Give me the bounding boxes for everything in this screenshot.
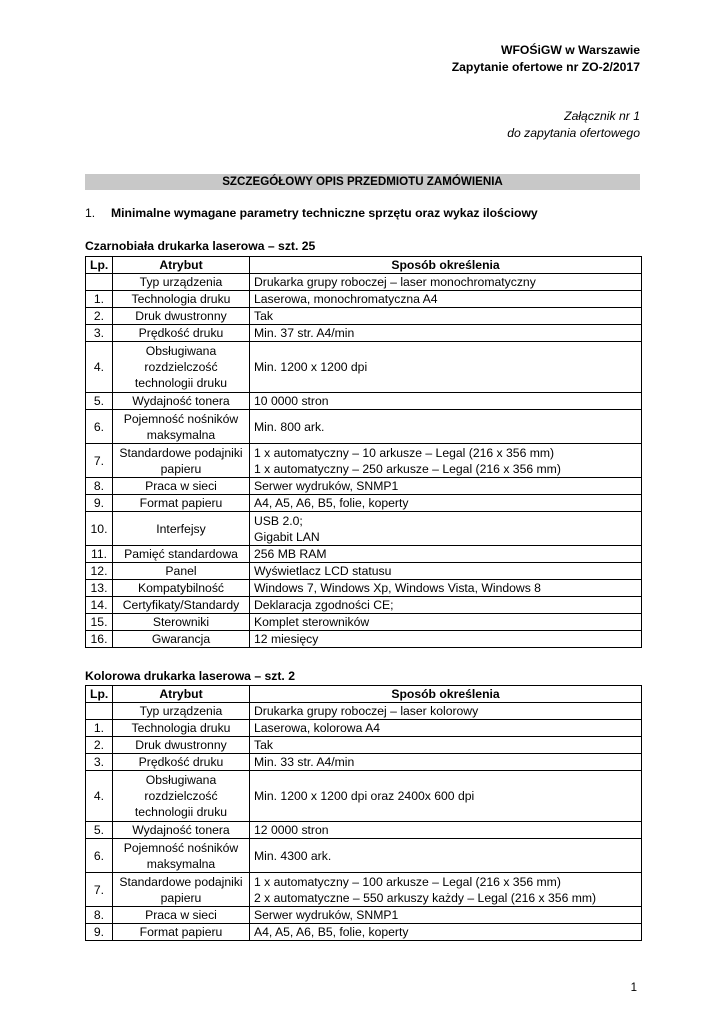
attribute-cell: Typ urządzenia (113, 274, 250, 291)
row-number-cell: 8. (86, 907, 113, 924)
specification-cell: Drukarka grupy roboczej – laser kolorowy (250, 703, 642, 720)
specification-cell: USB 2.0; Gigabit LAN (250, 512, 642, 546)
specification-cell: Min. 1200 x 1200 dpi (250, 342, 642, 393)
table-row (86, 737, 642, 754)
specification-cell: 12 0000 stron (250, 822, 642, 839)
document-title: SZCZEGÓŁOWY OPIS PRZEDMIOTU ZAMÓWIENIA (85, 174, 640, 190)
row-number-cell: 3. (86, 325, 113, 342)
specification-cell: Komplet sterowników (250, 614, 642, 631)
table-row (86, 754, 642, 771)
specification-cell: Min. 1200 x 1200 dpi oraz 2400x 600 dpi (250, 771, 642, 822)
table-row (86, 291, 642, 308)
specification-cell: Serwer wydruków, SNMP1 (250, 478, 642, 495)
row-number-cell: 14. (86, 597, 113, 614)
table-row (86, 631, 642, 648)
table-row (86, 703, 642, 720)
row-number-cell: 2. (86, 737, 113, 754)
attribute-cell: Pamięć standardowa (113, 546, 250, 563)
row-number-cell: 3. (86, 754, 113, 771)
attribute-cell: Technologia druku (113, 720, 250, 737)
table-row (86, 410, 642, 444)
table-row (86, 512, 642, 546)
table-row (86, 308, 642, 325)
specification-cell: Wyświetlacz LCD statusu (250, 563, 642, 580)
attribute-cell: Interfejsy (113, 512, 250, 546)
table-row (86, 478, 642, 495)
organization-name: WFOŚiGW w Warszawie (500, 43, 640, 57)
column-header-attribute: Atrybut (113, 257, 250, 274)
table-row (86, 495, 642, 512)
row-number-cell: 7. (86, 873, 113, 907)
attribute-cell: Certyfikaty/Standardy (113, 597, 250, 614)
attribute-cell: Technologia druku (113, 291, 250, 308)
row-number-cell: 4. (86, 342, 113, 393)
specification-cell: Tak (250, 737, 642, 754)
row-number-cell: 8. (86, 478, 113, 495)
row-number-cell: 9. (86, 495, 113, 512)
specification-cell: 12 miesięcy (250, 631, 642, 648)
attribute-cell: Typ urządzenia (113, 703, 250, 720)
table-row (86, 393, 642, 410)
row-number-cell: 4. (86, 771, 113, 822)
table-row (86, 771, 642, 822)
table-header-row (86, 686, 642, 703)
specification-cell: Deklaracja zgodności CE; (250, 597, 642, 614)
column-header-lp: Lp. (86, 257, 113, 274)
table-row (86, 563, 642, 580)
specification-cell: A4, A5, A6, B5, folie, koperty (250, 924, 642, 941)
annex-number: Załącznik nr 1 (564, 109, 640, 123)
specification-cell: A4, A5, A6, B5, folie, koperty (250, 495, 642, 512)
row-number-cell: 13. (86, 580, 113, 597)
section-heading (85, 206, 538, 220)
specification-cell: 1 x automatyczny – 10 arkusze – Legal (216 x 356 mm) 1 x automatyczny – 250 arkusze – Legal (216 x 356 mm) (250, 444, 642, 478)
specification-cell: Windows 7, Windows Xp, Windows Vista, Windows 8 (250, 580, 642, 597)
table-row (86, 325, 642, 342)
attribute-cell: Druk dwustronny (113, 737, 250, 754)
table-row (86, 597, 642, 614)
section-title: Minimalne wymagane parametry techniczne sprzętu oraz wykaz ilościowy (111, 206, 538, 220)
attribute-cell: Prędkość druku (113, 754, 250, 771)
table-row (86, 907, 642, 924)
row-number-cell: 5. (86, 822, 113, 839)
row-number-cell: 9. (86, 924, 113, 941)
row-number-cell: 5. (86, 393, 113, 410)
inquiry-reference: Zapytanie ofertowe nr ZO-2/2017 (451, 60, 640, 74)
table-row (86, 444, 642, 478)
table-row (86, 924, 642, 941)
row-number-cell: 11. (86, 546, 113, 563)
specification-cell: Min. 4300 ark. (250, 839, 642, 873)
table-row (86, 580, 642, 597)
section-number: 1. (85, 206, 96, 220)
attribute-cell: Obsługiwana rozdzielczość technologii druku (113, 771, 250, 822)
table-row (86, 873, 642, 907)
column-header-lp: Lp. (86, 686, 113, 703)
table-row (86, 839, 642, 873)
attribute-cell: Gwarancja (113, 631, 250, 648)
table-row (86, 822, 642, 839)
attribute-cell: Praca w sieci (113, 907, 250, 924)
attribute-cell: Pojemność nośników maksymalna (113, 839, 250, 873)
spec-table-mono (85, 256, 642, 648)
column-header-specification: Sposób określenia (250, 257, 642, 274)
specification-cell: Min. 37 str. A4/min (250, 325, 642, 342)
specification-cell: Tak (250, 308, 642, 325)
row-number-cell (86, 703, 113, 720)
specification-cell: Min. 800 ark. (250, 410, 642, 444)
attribute-cell: Praca w sieci (113, 478, 250, 495)
attribute-cell: Format papieru (113, 924, 250, 941)
table-title-color: Kolorowa drukarka laserowa – szt. 2 (85, 669, 295, 683)
table-row (86, 720, 642, 737)
row-number-cell: 15. (86, 614, 113, 631)
attribute-cell: Druk dwustronny (113, 308, 250, 325)
row-number-cell: 2. (86, 308, 113, 325)
attribute-cell: Wydajność tonera (113, 393, 250, 410)
attribute-cell: Sterowniki (113, 614, 250, 631)
specification-cell: Laserowa, kolorowa A4 (250, 720, 642, 737)
attribute-cell: Obsługiwana rozdzielczość technologii druku (113, 342, 250, 393)
row-number-cell: 6. (86, 839, 113, 873)
annex-subtitle: do zapytania ofertowego (507, 126, 640, 140)
row-number-cell: 12. (86, 563, 113, 580)
attribute-cell: Pojemność nośników maksymalna (113, 410, 250, 444)
attribute-cell: Wydajność tonera (113, 822, 250, 839)
row-number-cell: 1. (86, 720, 113, 737)
specification-cell: 10 0000 stron (250, 393, 642, 410)
spec-table-color (85, 685, 642, 941)
row-number-cell: 1. (86, 291, 113, 308)
specification-cell: 256 MB RAM (250, 546, 642, 563)
page-number: 1 (630, 982, 637, 994)
table-row (86, 546, 642, 563)
attribute-cell: Standardowe podajniki papieru (113, 873, 250, 907)
specification-cell: Serwer wydruków, SNMP1 (250, 907, 642, 924)
row-number-cell: 7. (86, 444, 113, 478)
specification-cell: Min. 33 str. A4/min (250, 754, 642, 771)
attribute-cell: Kompatybilność (113, 580, 250, 597)
specification-cell: Drukarka grupy roboczej – laser monochromatyczny (250, 274, 642, 291)
attribute-cell: Format papieru (113, 495, 250, 512)
table-header-row (86, 257, 642, 274)
table-title-mono: Czarnobiała drukarka laserowa – szt. 25 (85, 239, 316, 253)
specification-cell: 1 x automatyczny – 100 arkusze – Legal (216 x 356 mm) 2 x automatyczne – 550 arkuszy każdy – Legal (216 x 356 mm) (250, 873, 642, 907)
row-number-cell (86, 274, 113, 291)
specification-cell: Laserowa, monochromatyczna A4 (250, 291, 642, 308)
table-row (86, 342, 642, 393)
column-header-attribute: Atrybut (113, 686, 250, 703)
attribute-cell: Prędkość druku (113, 325, 250, 342)
annex-note (507, 108, 640, 142)
table-row (86, 614, 642, 631)
row-number-cell: 16. (86, 631, 113, 648)
attribute-cell: Panel (113, 563, 250, 580)
row-number-cell: 10. (86, 512, 113, 546)
document-header (452, 42, 640, 76)
attribute-cell: Standardowe podajniki papieru (113, 444, 250, 478)
row-number-cell: 6. (86, 410, 113, 444)
table-row (86, 274, 642, 291)
column-header-specification: Sposób określenia (250, 686, 642, 703)
